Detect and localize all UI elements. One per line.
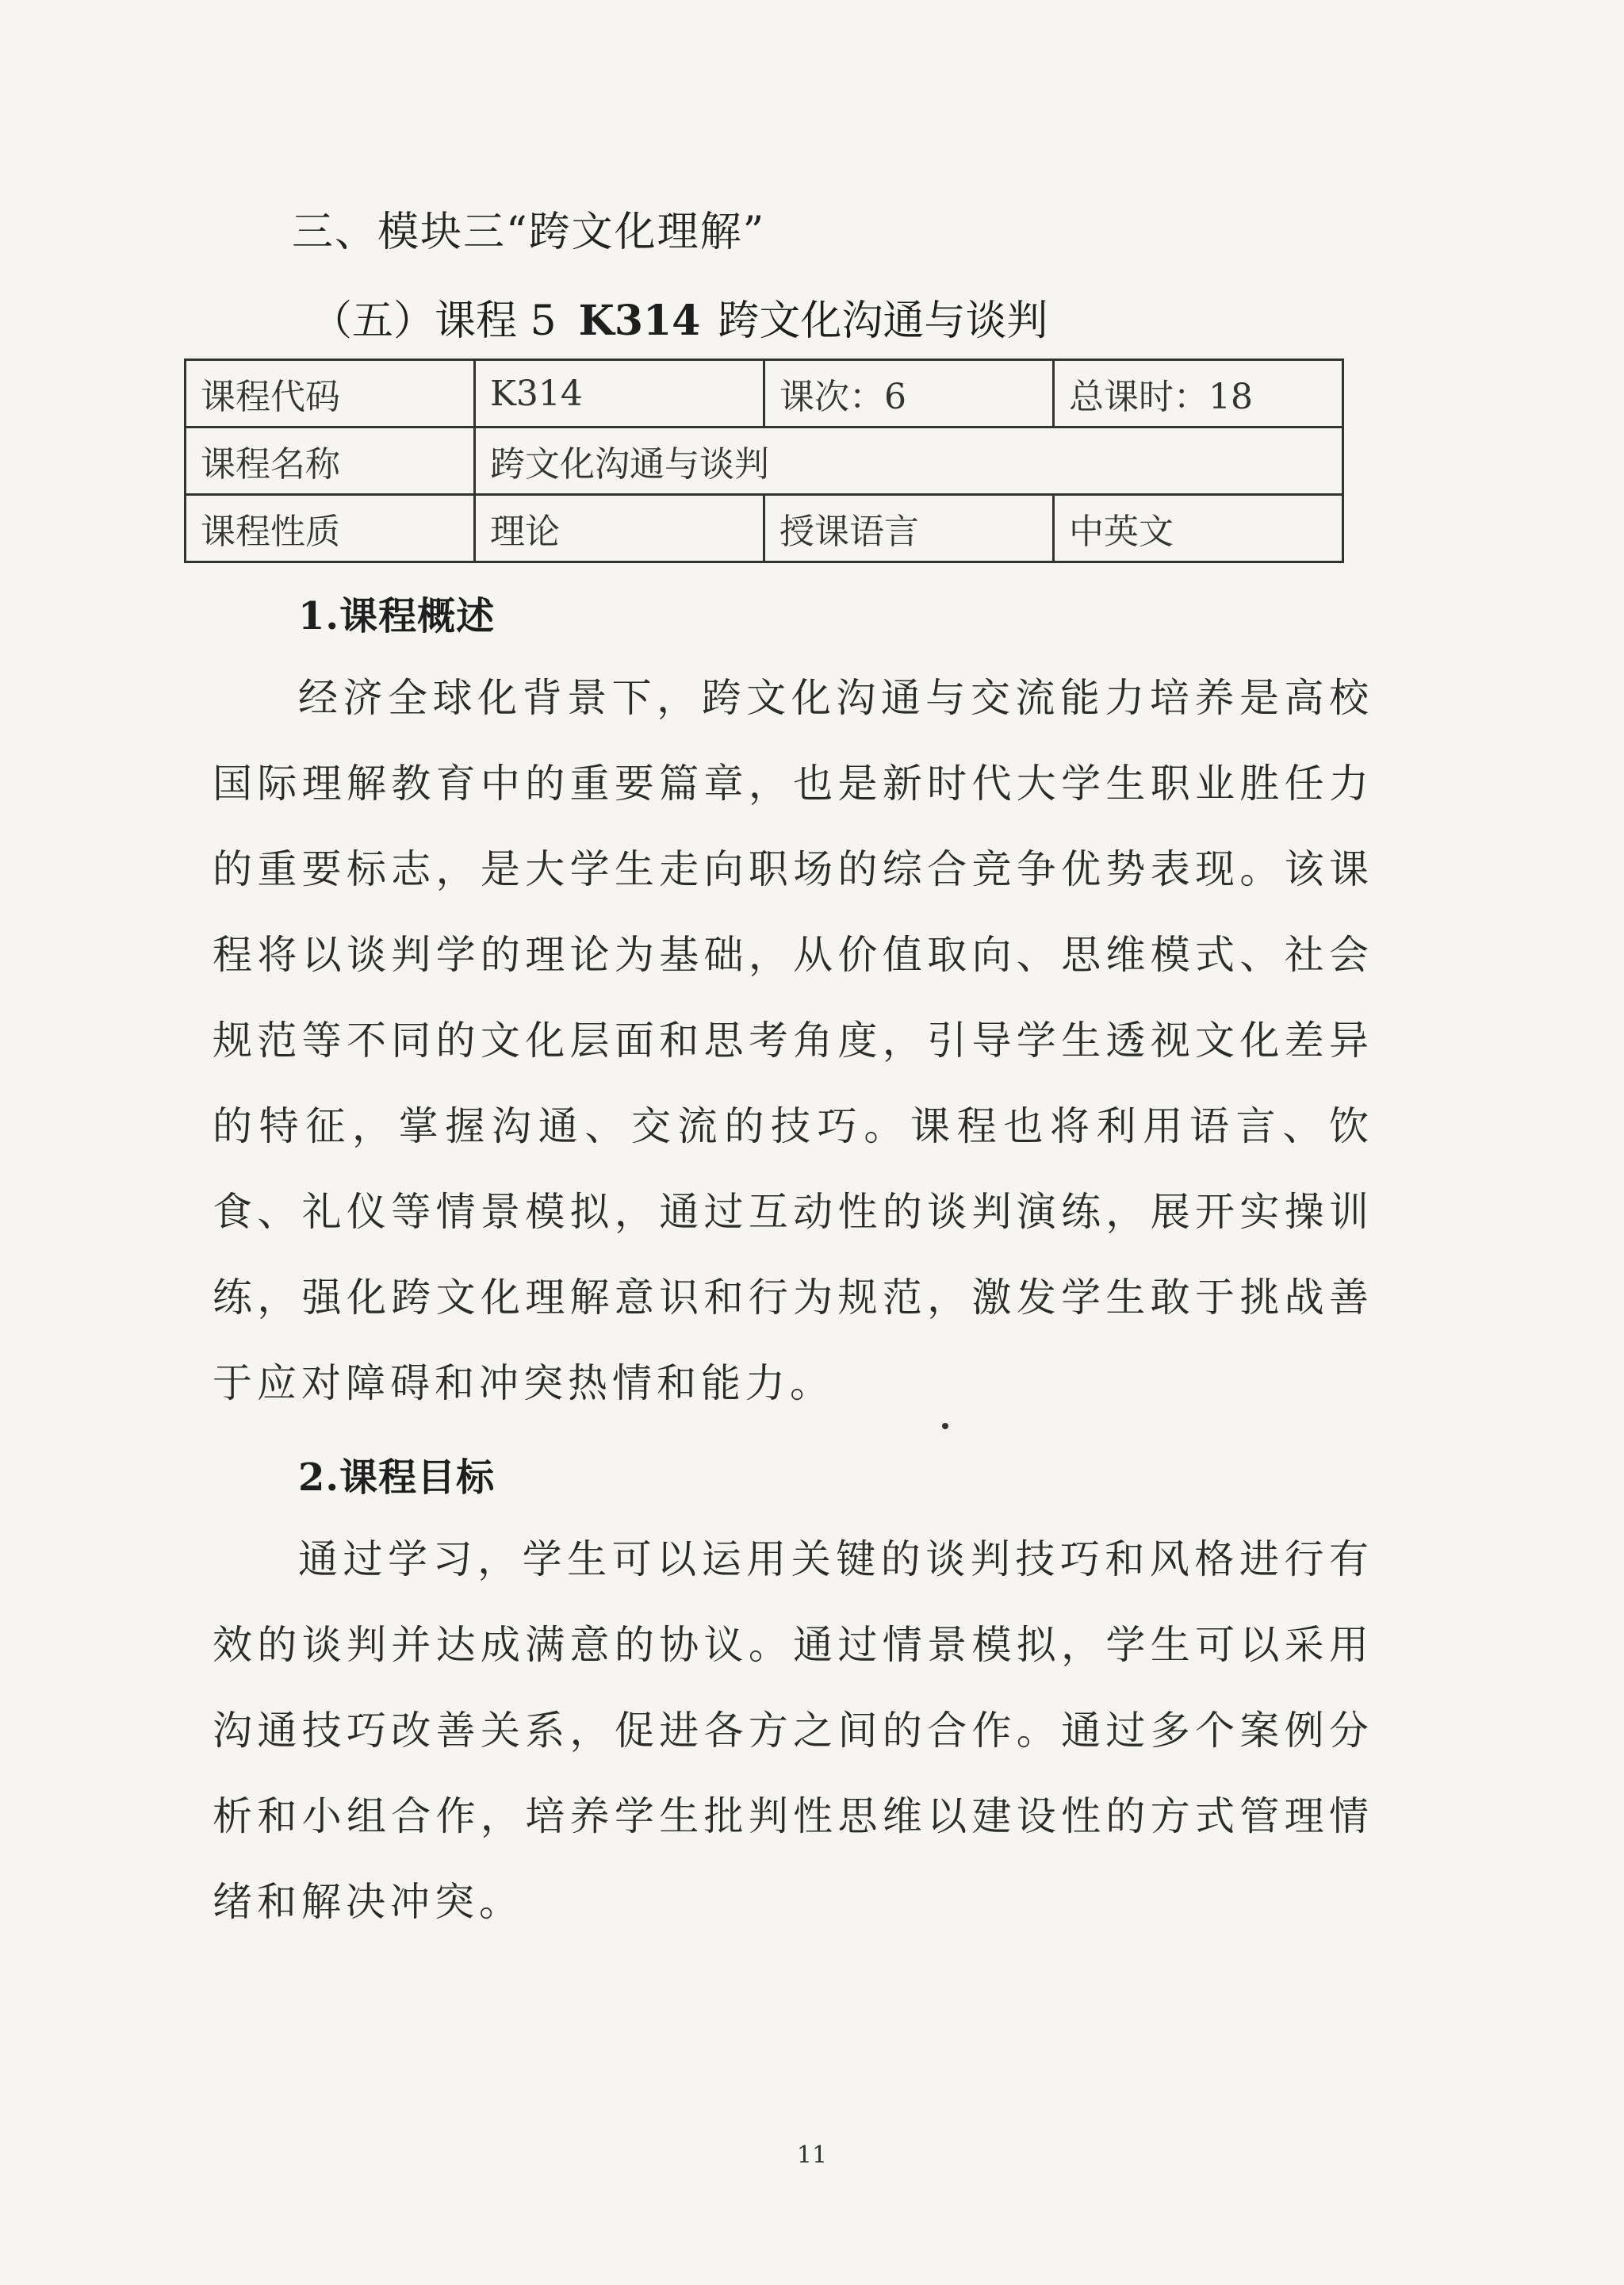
course-code-label: 课程代码 <box>186 360 475 427</box>
course-name-value: 跨文化沟通与谈判 <box>475 427 1343 495</box>
course-code-value: K314 <box>475 360 764 427</box>
course-info-table <box>184 358 1344 563</box>
overview-paragraph: 经济全球化背景下，跨文化沟通与交流能力培养是高校国际理解教育中的重要篇章，也是新时代大学生职业胜任力的重要标志，是大学生走向职场的综合竞争优势表现。该课程将以谈判学的理论为基础，从价值取向、思维模式、社会规范等不同的文化层面和思考角度，引导学生透视文化差异的特征，掌握沟通、交流的技巧。课程也将利用语言、饮食、礼仪等情景模拟，通过互动性的谈判演练，展开实操训练，强化跨文化理解意识和行为规范，激发学生敢于挑战善于应对障碍和冲突热情和能力。 <box>213 675 1373 1406</box>
section-title-overview: 1.课程概述 <box>298 594 496 638</box>
language-value: 中英文 <box>1054 495 1343 562</box>
course-name-label: 课程名称 <box>186 427 475 495</box>
objectives-paragraph: 通过学习，学生可以运用关键的谈判技巧和风格进行有效的谈判并达成满意的协议。通过情景模拟，学生可以采用沟通技巧改善关系，促进各方之间的合作。通过多个案例分析和小组合作，培养学生批判性思维以建设性的方式管理情绪和解决冲突。 <box>213 1536 1373 1925</box>
page-number: 11 <box>796 2141 828 2169</box>
course-heading-code: K314 <box>578 297 701 345</box>
section-title-objectives: 2.课程目标 <box>298 1455 496 1500</box>
total-hours-cell: 总课时：18 <box>1054 360 1343 427</box>
sessions-cell: 课次：6 <box>764 360 1054 427</box>
course-nature-label: 课程性质 <box>186 495 475 562</box>
table-row <box>186 427 1343 495</box>
table-row <box>186 360 1343 427</box>
scan-speck <box>942 1423 948 1429</box>
table-row <box>186 495 1343 562</box>
language-label: 授课语言 <box>764 495 1054 562</box>
course-heading <box>311 287 1048 347</box>
module-heading: 三、模块三“跨文化理解” <box>292 209 766 256</box>
course-nature-value: 理论 <box>475 495 764 562</box>
course-heading-name: 跨文化沟通与谈判 <box>718 297 1048 345</box>
course-heading-prefix: （五）课程 5 <box>311 297 557 345</box>
